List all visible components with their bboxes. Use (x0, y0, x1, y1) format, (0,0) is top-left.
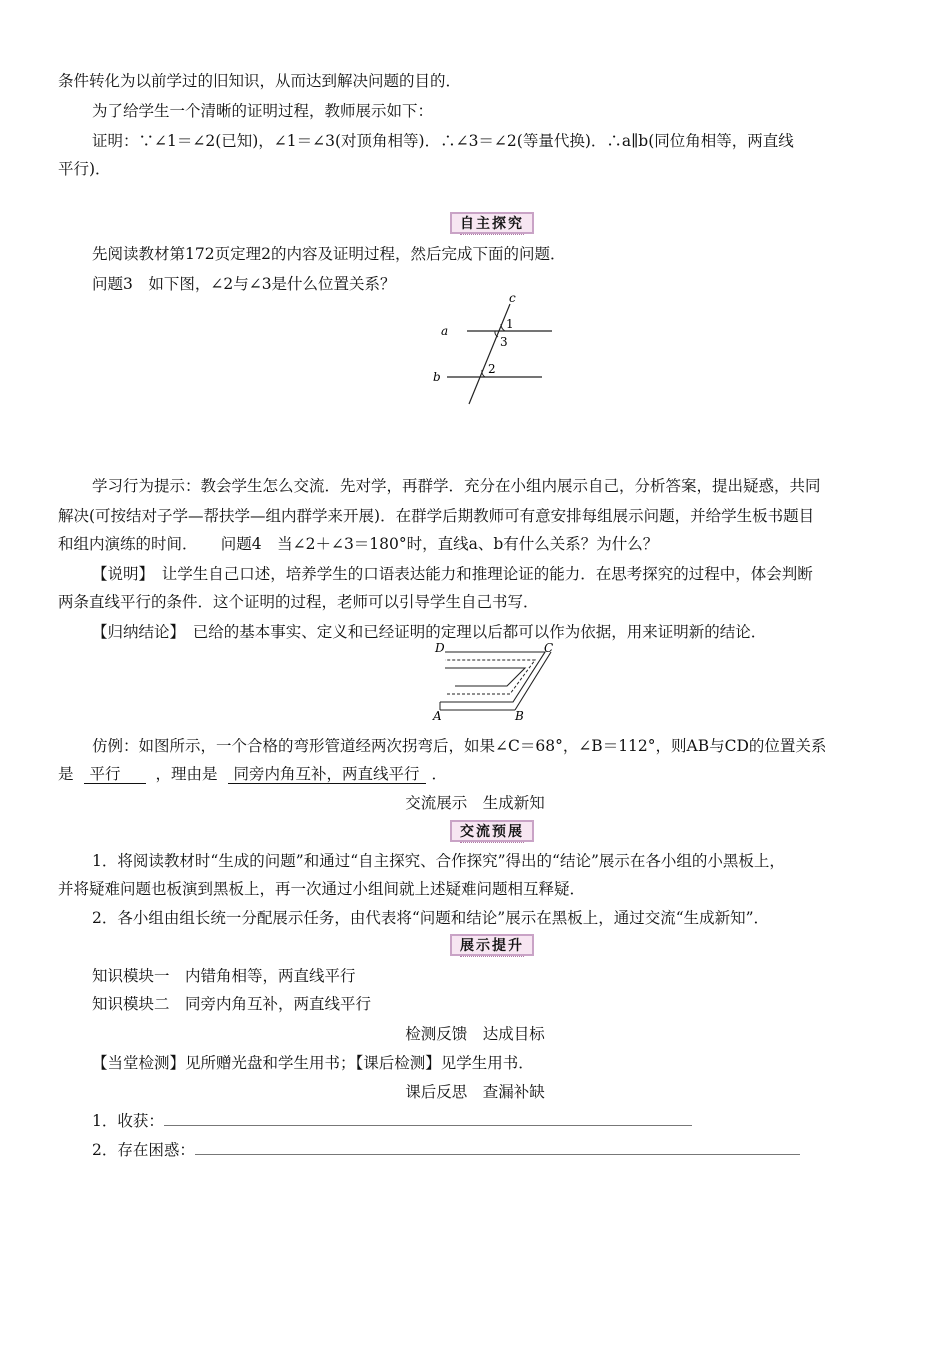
example-answer-line (58, 763, 898, 785)
label-B: B (515, 709, 524, 723)
text-line: 两条直线平行的条件．这个证明的过程，老师可以引导学生自己书写． (58, 593, 539, 611)
section-heading: 检测反馈 达成目标 (405, 1025, 545, 1043)
check-line: 【当堂检测】见所赠光盘和学生用书；【课后检测】见学生用书． (92, 1054, 534, 1072)
text-line: 【说明】 让学生自己口述，培养学生的口语表达能力和推理论证的能力．在思考探究的过程中，体会判断 (92, 565, 813, 583)
question-3: 问题3 如下图，∠2与∠3是什么位置关系？ (92, 275, 396, 293)
angle-3-label: 3 (500, 335, 508, 349)
gains-blank (164, 1111, 692, 1126)
label-a: a (441, 324, 449, 338)
label-A: A (433, 709, 442, 723)
label-C: C (544, 641, 554, 655)
example-line: 仿例：如图所示，一个合格的弯形管道经两次拐弯后，如果∠C＝68°，∠B＝112°，则AB与CD的位置关系 (92, 737, 827, 755)
section-heading: 交流展示 生成新知 (405, 794, 545, 812)
proof-line: 平行)． (58, 160, 111, 178)
angle-2-label: 2 (488, 362, 496, 376)
text: ，理由是 (155, 765, 218, 783)
line-c (469, 304, 510, 404)
label-D: D (435, 641, 445, 655)
text-line: 解决(可按结对子学—帮扶学—组内群学来开展)．在群学后期教师可有意安排每组展示问题，并给学生板书题目 (58, 507, 815, 525)
text-line: 条件转化为以前学过的旧知识，从而达到解决问题的目的． (58, 72, 462, 90)
text-line: 并将疑难问题也板演到黑板上，再一次通过小组间就上述疑难问题相互释疑． (58, 880, 586, 898)
knowledge-module-2: 知识模块二 同旁内角互补，两直线平行 (92, 995, 372, 1013)
text-line: 学习行为提示：教会学生怎么交流．先对学，再群学．充分在小组内展示自己，分析答案，提出疑惑，共同 (92, 477, 821, 495)
conclusion-line: 【归纳结论】 已给的基本事实、定义和已经证明的定理以后都可以作为依据，用来证明新的结论． (92, 623, 767, 641)
parallel-lines-figure (425, 290, 565, 410)
text-line: 为了给学生一个清晰的证明过程，教师展示如下： (92, 102, 434, 120)
gains-label: 1．收获： (92, 1112, 164, 1130)
section-badge-show-improve: 展示提升 (450, 934, 534, 956)
proof-line: 证明：∵∠1＝∠2(已知)，∠1＝∠3(对顶角相等)．∴∠3＝∠2(等量代换)．∴a∥b(同位角相等，两直线 (92, 132, 794, 150)
label-c: c (509, 291, 516, 305)
pipe-figure (425, 640, 565, 724)
doubts-field (92, 1139, 932, 1161)
angle-1-label: 1 (506, 317, 514, 331)
doubts-label: 2．存在困惑： (92, 1141, 195, 1159)
answer-1: 平行 (84, 765, 146, 784)
question-4: 和组内演练的时间． 问题4 当∠2＋∠3＝180°时，直线a、b有什么关系？为什么？ (58, 535, 659, 553)
doubts-blank (195, 1140, 800, 1155)
text: ． (431, 765, 448, 783)
section-heading: 课后反思 查漏补缺 (405, 1083, 545, 1101)
section-badge-self-study: 自主探究 (450, 212, 534, 234)
knowledge-module-1: 知识模块一 内错角相等，两直线平行 (92, 967, 356, 985)
section-badge-exchange-preview: 交流预展 (450, 820, 534, 842)
text-line: 2．各小组由组长统一分配展示任务，由代表将“问题和结论”展示在黑板上，通过交流“生成新知”． (92, 909, 770, 927)
text-line: 1．将阅读教材时“生成的问题”和通过“自主探究、合作探究”得出的“结论”展示在各小组的小黑板上， (92, 852, 785, 870)
label-b: b (433, 370, 441, 384)
gains-field (92, 1110, 932, 1132)
text-line: 先阅读教材第172页定理2的内容及证明过程，然后完成下面的问题． (92, 245, 566, 263)
text: 是 (58, 765, 74, 783)
answer-2: 同旁内角互补，两直线平行 (228, 765, 426, 784)
